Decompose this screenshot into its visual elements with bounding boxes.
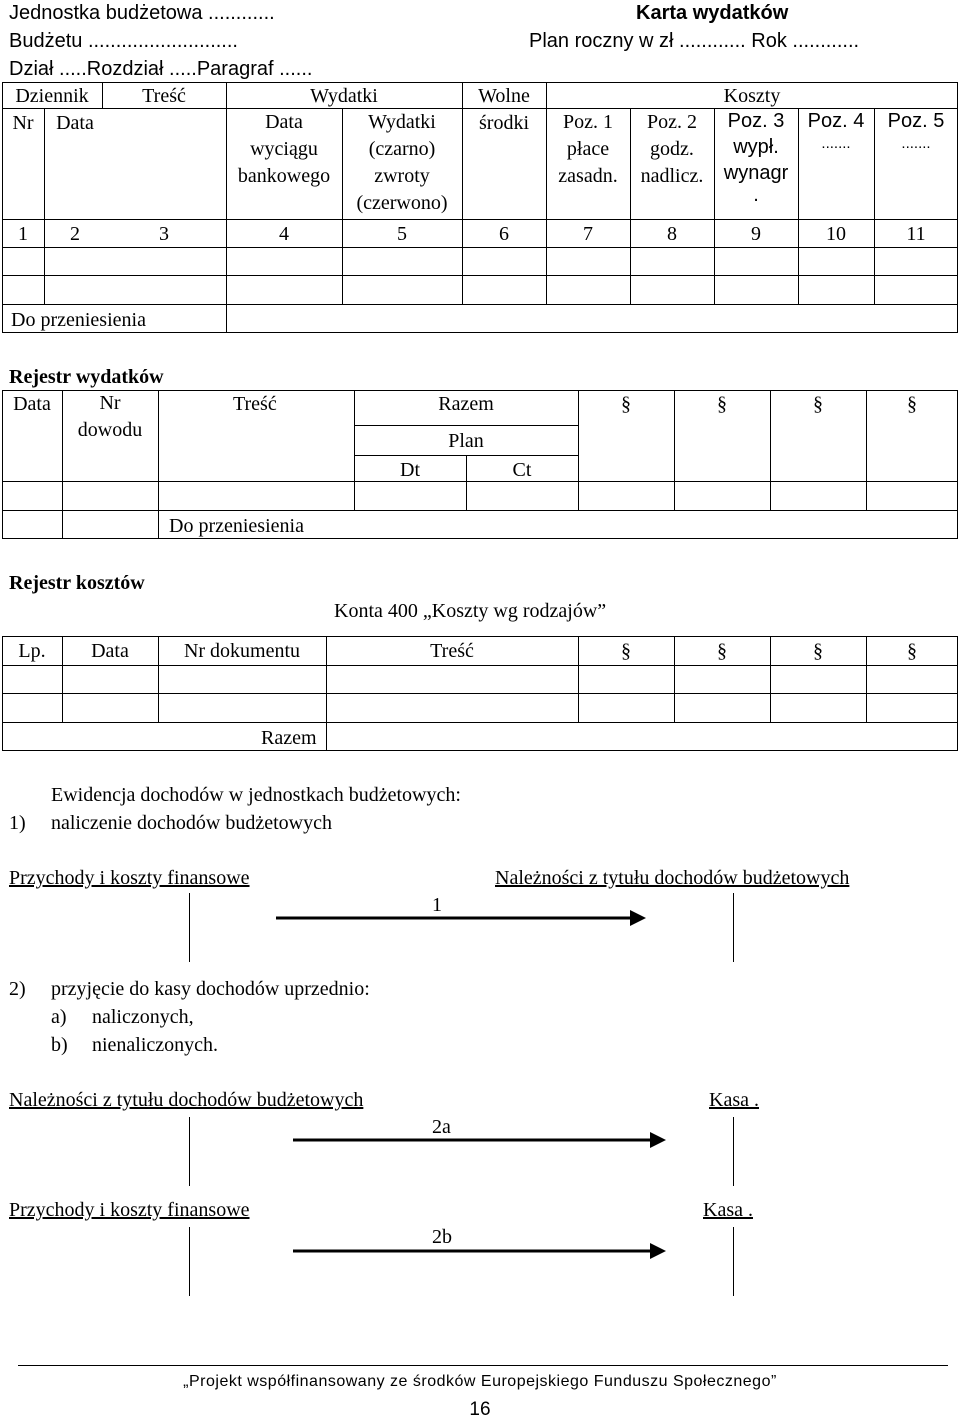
header-dzial: Dział .....Rozdział .....Paragraf ...... (9, 58, 313, 80)
header-plan-roczny: Plan roczny w zł ............ Rok ............ (529, 30, 860, 52)
col-header-wolne: Wolne (478, 85, 530, 107)
rejestr-wydatkow-title: Rejestr wydatków (9, 366, 164, 388)
col-number-11: 11 (906, 223, 926, 245)
ewidencja-item2a-number: a) (51, 1006, 67, 1028)
header-jednostka: Jednostka budżetowa ............ (9, 2, 275, 24)
col-number-4: 4 (279, 223, 289, 245)
col-header-nr: Nr (12, 112, 34, 134)
col-header-wydatki-czarno: Wydatki (czarno) zwroty (czerwono) (356, 111, 448, 214)
col-header-poz2: Poz. 2 godz. nadlicz. (640, 111, 704, 187)
footer-page-number: 16 (469, 1399, 491, 1420)
ewidencja-item1-text: naliczenie dochodów budżetowych (51, 812, 333, 834)
t2b-right-account: Kasa . (703, 1199, 753, 1221)
t2a-left-account: Należności z tytułu dochodów budżetowych (9, 1089, 364, 1111)
rk-header-paragraph-3: § (813, 640, 823, 662)
rk-header-data: Data (91, 640, 129, 662)
rk-header-paragraph-1: § (621, 640, 631, 662)
rejestr-kosztow-title: Rejestr kosztów (9, 572, 145, 594)
ewidencja-item2-text: przyjęcie do kasy dochodów uprzednio: (51, 978, 370, 1000)
t1-arrow-label: 1 (432, 894, 442, 916)
col-number-10: 10 (826, 223, 846, 245)
col-header-dziennik: Dziennik (15, 85, 89, 107)
t2b-arrow-label: 2b (432, 1226, 452, 1248)
col-header-poz5: Poz. 5 ....... (887, 110, 945, 152)
col-header-wydatki: Wydatki (310, 85, 378, 107)
footer-project-note: „Projekt współfinansowany ze środków Europejskiego Funduszu Społecznego” (183, 1373, 777, 1390)
rw-header-paragraph-1: § (621, 393, 631, 415)
ewidencja-item1-number: 1) (9, 812, 26, 834)
rw-header-razem: Razem (438, 393, 494, 415)
t1-right-account: Należności z tytułu dochodów budżetowych (495, 867, 850, 889)
col-number-3: 3 (159, 223, 169, 245)
ewidencja-item2b-text: nienaliczonych. (92, 1034, 219, 1056)
header-budzetu: Budżetu ........................... (9, 30, 238, 52)
rk-header-tresc: Treść (430, 640, 474, 662)
col-header-poz3: Poz. 3 wypł. wynagr . (723, 110, 789, 206)
t2a-right-account: Kasa . (709, 1089, 759, 1111)
col-header-poz4: Poz. 4 ....... (807, 110, 865, 152)
ewidencja-item2-number: 2) (9, 978, 26, 1000)
rw-header-paragraph-2: § (717, 393, 727, 415)
rw-header-plan: Plan (448, 430, 484, 452)
col-number-8: 8 (667, 223, 677, 245)
col-header-poz1: Poz. 1 płace zasadn. (558, 111, 618, 187)
rw-do-przeniesienia: Do przeniesienia (169, 515, 304, 537)
rw-header-data: Data (13, 393, 51, 415)
col-number-9: 9 (751, 223, 761, 245)
rw-header-tresc: Treść (233, 393, 277, 415)
rk-header-nr-dokumentu: Nr dokumentu (183, 640, 301, 662)
ewidencja-title: Ewidencja dochodów w jednostkach budżetowych: (51, 784, 461, 806)
col-number-1: 1 (18, 223, 28, 245)
rk-header-paragraph-4: § (907, 640, 917, 662)
t2b-left-account: Przychody i koszty finansowe (9, 1199, 250, 1221)
rw-header-ct: Ct (512, 459, 532, 481)
col-number-7: 7 (583, 223, 593, 245)
dziennik-do-przeniesienia: Do przeniesienia (11, 309, 146, 331)
col-header-tresc: Treść (142, 85, 186, 107)
col-header-koszty: Koszty (723, 85, 781, 107)
rw-header-dt: Dt (400, 459, 420, 481)
col-header-srodki: środki (479, 112, 529, 134)
rw-header-nr-dowodu: Nr dowodu (77, 392, 143, 441)
t1-left-account: Przychody i koszty finansowe (9, 867, 250, 889)
ewidencja-item2b-number: b) (51, 1034, 68, 1056)
rk-konta-400: Konta 400 „Koszty wg rodzajów” (334, 600, 607, 622)
header-karta-wydatkow: Karta wydatków (636, 2, 789, 24)
rw-header-paragraph-4: § (907, 393, 917, 415)
t2a-arrow-label: 2a (432, 1116, 451, 1138)
col-number-2: 2 (70, 223, 80, 245)
ewidencja-item2a-text: naliczonych, (92, 1006, 194, 1028)
rk-header-paragraph-2: § (717, 640, 727, 662)
rw-header-paragraph-3: § (813, 393, 823, 415)
col-number-6: 6 (499, 223, 509, 245)
rk-header-lp: Lp. (18, 640, 46, 662)
col-number-5: 5 (397, 223, 407, 245)
rk-razem: Razem (261, 727, 317, 749)
col-header-data-wyciagu: Data wyciągu bankowego (237, 111, 331, 187)
col-header-data: Data (56, 112, 94, 134)
